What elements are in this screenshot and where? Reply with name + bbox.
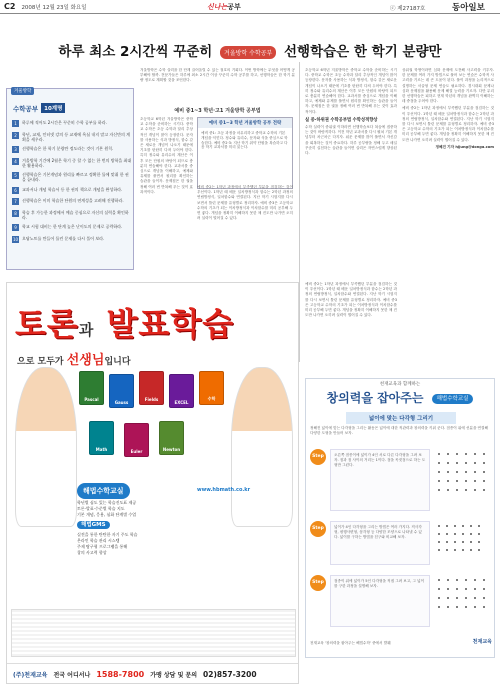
step-1-body: 오른쪽 점종이에 넓이가 4인 서로 다른 다각형을 그려 보자. 점과 점 사이의 거리는 1이다. 점을 꼭짓점으로 하는 도형만 그린다.: [330, 449, 430, 511]
brand-line: 기본 개념, 응용, 심화 단계별 수업: [77, 512, 137, 517]
step-3-label: Step 3: [310, 575, 326, 591]
book-cover: Euler: [124, 423, 149, 457]
gms-line: 실전을 통한 탄탄한 자기 주도 학습: [77, 532, 138, 537]
book-cover: Gauss: [109, 374, 134, 408]
ad-title-b: 과: [78, 321, 95, 339]
program-info: [67, 483, 237, 587]
ten-rules-box: [6, 88, 134, 270]
list-item: [12, 158, 132, 168]
list-item-text: 학습 후 가능한 과정에서 예습 중심으로 자신의 실력을 확인하라.: [22, 209, 129, 220]
gms-badge: 해법GMS: [77, 521, 110, 529]
list-item-text: 학교 시험 대비는 한 단계 높은 난이도의 문제로 공략하라.: [22, 224, 123, 229]
list-item-number: 5: [12, 172, 19, 179]
creativity-title-tag: 해법수학교실: [432, 394, 474, 404]
list-item-text: 선행학습은 이미 학습한 단원의 연계성을 고려해 진행하라.: [22, 198, 124, 203]
strategy-table-title: 예비 중1~3 학년 겨울방학 공부 전략: [198, 118, 292, 128]
list-item-number: 4: [12, 158, 19, 165]
article-col-3-text: 초등학교 6학년 겨울방학은 중학교 수학을 준비하는 시기다. 중학교 수학은 초등 수학과 달리 추상적인 개념이 많이 등장한다. 문자를 사용하는 식과 방정식, 함수 같은 새로운 개념이 나오기 때문에 기초를 탄탄히 다져 두어야 한다. 특히 정수와 유리수의 계산은 이후 모든 단원의 바탕이 되므로 충분히 연습해야 한다. 교과서를 중심으로 개념을 이해하고, 예제와 유제를 풀면서 원리를 확인하는 습관을 들이자. 문제집은 한 권을 정해 여러 번 반복해 푸는 것이 효과적이다.: [305, 68, 397, 114]
strategy-table-body: 예비 중1: 초등 과정을 마무리하고 중학교 수학의 기본 개념을 익힌다. 정수와 유리수, 문자와 식을 중심으로 학습한다. 예비 중2·3: 지난 학기 취약 단원을 복습하고 다음 학기 교과서를 미리 읽는다.: [201, 131, 288, 150]
list-item-text: 겨울방학 기간에 2월은 학기 중 할 수 없는 한 번의 방학을 최대한 활용하라.: [22, 157, 132, 168]
list-item: [12, 236, 132, 243]
ad-subtitle: [17, 349, 131, 368]
article-col-1-text: 초등학교 6학년 겨울방학은 중학교 수학을 준비하는 시기다. 중학교 수학은 초등 수학과 달리 추상적인 개념이 많이 등장한다. 문자를 사용하는 식과 방정식, 함수 같은 새로운 개념이 나오기 때문에 기초를 탄탄히 다져 두어야 한다. 특히 정수와 유리수의 계산은 이후 모든 단원의 바탕이 되므로 충분히 연습해야 한다. 교과서를 중심으로 개념을 이해하고, 예제와 유제를 풀면서 원리를 확인하는 습관을 들이자. 문제집은 한 권을 정해 여러 번 반복해 푸는 것이 효과적이다.: [140, 117, 193, 194]
ad-title-c: 발표학습: [106, 305, 235, 343]
page-number: C2: [4, 2, 16, 11]
creativity-intro: 정해진 넓이에 맞는 다각형을 그리는 활동은 넓이에 대한 직관력과 창의력을 키워 준다. 점종이 위에 선분을 연결해 다양한 도형을 만들어 보자.: [310, 426, 488, 435]
rules-title-num: 10계명: [41, 103, 65, 113]
ad-sub-b: 선생님: [66, 353, 105, 368]
list-item-text: 교과서나 개념 학습서 등 한 권의 책으로 개념을 완성하라.: [22, 186, 123, 192]
ad-url[interactable]: www.hbmath.co.kr: [197, 487, 251, 493]
list-item-text: 선행학습은 기본개념과 원리를 빠르고 정확한 틀에 맞춰 한 권을 끝내라.: [22, 172, 129, 182]
book-cover: Newton: [159, 421, 184, 455]
list-item-number: 10: [12, 236, 19, 242]
article-intro: [140, 68, 295, 104]
publisher-logo: 천재교육: [472, 639, 492, 645]
list-item-number: 3: [12, 146, 19, 153]
gms-line: 주제 탐구형 프로그램을 통해: [77, 544, 128, 549]
article-col-4-text: 상위권 학생이라면 심화 문제에 도전해 사고력을 키우자. 한 문제를 여러 가지 방법으로 풀어 보는 연습은 수학적 사고력을 기르는 데 큰 도움이 된다. 풀이 과정을 논리적으로 설명하는 서술형 문제 연습도 필요하다. 경시대회 문제나 심화 문제집을 활용해 문제 해결 능력을 기르자. 다만 무리한 선행학습은 피하고 현재 학년의 개념을 완벽히 이해하는 데 중점을 두어야 한다.: [402, 68, 494, 104]
list-item-number: 1: [12, 120, 19, 127]
list-item-number: 7: [12, 198, 19, 205]
creativity-footer: [310, 641, 492, 646]
section-name: 공부: [227, 3, 241, 11]
article-section-title: 예비 중1~3 학년·고1 겨울방학 공부법: [174, 108, 261, 114]
book-cover: 수학: [199, 371, 224, 405]
gms-line: 온라인 학습 관리 시스템: [77, 538, 120, 543]
step-3: [310, 575, 492, 631]
list-item: [12, 187, 132, 194]
step-3-body: 점종이 위에 넓이가 5인 다각형을 직접 그려 보고, 그 넓이를 구한 과정을 설명해 보자.: [330, 575, 430, 627]
ad-footer-call: 전국 어디서나: [53, 672, 91, 679]
book-cover: Fields: [139, 371, 164, 405]
article-intro-text: 겨울방학은 수학 실력을 한 단계 끌어올릴 수 있는 절호의 기회다. 이번 방학에는 무엇을 어떻게 공부해야 할까. 전문가들은 하루에 최소 2시간 이상 꾸준히 수학 공부를 하고, 선행학습은 한 학기 분량 정도로 계획할 것을 조언한다.: [140, 68, 295, 83]
step-1-label: Step 1: [310, 449, 326, 465]
section-fun: 신나는: [207, 3, 228, 11]
creativity-footer-text: 천재교육 '창의력을 잡아주는 해법수학' 중에서 발췌: [310, 641, 391, 645]
rules-title-text: 수학공부: [13, 104, 39, 113]
article-col-3: [305, 68, 397, 280]
brand-badge: 해법수학교실: [77, 483, 130, 499]
child-photo-right: [231, 367, 293, 527]
headline-before: 하루 최소 2시간씩 꾸준히: [58, 44, 213, 60]
strategy-table: [197, 117, 293, 189]
issue-date: 2008년 12월 23일 화요일: [21, 4, 87, 11]
creativity-box: [305, 378, 495, 658]
book-stack: [79, 371, 229, 473]
issue-number: ⓒ 제27187호: [390, 6, 426, 12]
book-cover: Math: [89, 421, 114, 455]
list-item-number: 6: [12, 187, 19, 194]
article-col-5-text: 예비 중2는 1학년 과정에서 부족했던 부분을 점검하는 것이 우선이다. 1학년 때 배운 일차방정식과 함수는 2학년 과정의 연립방정식, 일차함수와 연결된다. 지난 학기 시험지를 다시 보면서 틀린 문제를 유형별로 정리하자. 예비 중3은 고등학교 수학의 기초가 되는 이차방정식과 이차함수를 미리 공부해 두면 좋다. 개념을 정확히 이해하지 못한 채 진도만 나가면 오히려 실력이 떨어질 수 있다.: [305, 282, 397, 318]
article-col-2: [197, 185, 293, 277]
brand-lines: [77, 500, 137, 556]
list-item-number: 8: [12, 210, 19, 217]
rules-list: [12, 120, 132, 247]
ad-footer-tel2: 02)857-3200: [203, 670, 257, 679]
brand-line: 학년별 심도 있는 학습진도표 제공: [77, 500, 137, 505]
step-2-body: 넓이가 4인 다각형을 그리는 방법은 여러 가지다. 직사각형, 평행사변형, 삼각형 등 다양한 모양으로 나타낼 수 있다. 넓이를 구하는 방법을 친구와 비교해 보자.: [330, 521, 430, 565]
page-header: [0, 0, 500, 14]
dot-grid: [438, 453, 485, 491]
ad-footer-tel: 1588-7800: [96, 670, 145, 679]
headline-after: 선행학습은 한 학기 분량만: [284, 44, 442, 60]
ad-title-a: 토론: [15, 305, 79, 343]
list-item: [12, 198, 132, 205]
list-item: [12, 120, 132, 127]
newspaper-logo: 동아일보: [452, 3, 485, 13]
ad-footer: [7, 663, 299, 684]
advertisement: [6, 282, 299, 684]
list-item-text: 선행학습은 한 학기 분량만 정도라는 것이 기본 원칙.: [22, 146, 114, 151]
ad-footer-consult: 가맹 상담 및 문의: [150, 672, 198, 679]
step-1: [310, 449, 492, 515]
article-col-1: [140, 117, 193, 277]
rules-title: [13, 103, 65, 113]
creativity-subtitle: 넓이에 맞는 다각형 그리기: [346, 412, 456, 424]
column-divider: [299, 62, 300, 362]
ad-sub-c: 입니다: [104, 357, 131, 367]
ad-title: [15, 299, 234, 345]
gms-line: 창의 사고력 향상: [77, 550, 107, 555]
list-item: [12, 172, 132, 182]
article-col-4: [402, 68, 494, 358]
book-cover: EXCEL: [169, 374, 194, 408]
ad-sub-a: 으로 모두가: [17, 357, 64, 367]
list-item: [12, 210, 132, 220]
article-col-2-text: 예비 중2는 1학년 과정에서 부족했던 부분을 점검하는 것이 우선이다. 1학년 때 배운 일차방정식과 함수는 2학년 과정의 연립방정식, 일차함수와 연결된다. 지난 학기 시험지를 다시 보면서 틀린 문제를 유형별로 정리하자. 예비 중3은 고등학교 수학의 기초가 되는 이차방정식과 이차함수를 미리 공부해 두면 좋다. 개념을 정확히 이해하지 못한 채 진도만 나가면 오히려 실력이 떨어질 수 있다.: [197, 185, 293, 221]
headline: [0, 40, 500, 60]
dot-grid: [438, 579, 485, 608]
section-title: [207, 2, 241, 12]
creativity-pre: 천재교육과 함께하는: [379, 382, 421, 387]
article-col-4-more: 예비 중2는 1학년 과정에서 부족했던 부분을 점검하는 것이 우선이다. 1학년 때 배운 일차방정식과 함수는 2학년 과정의 연립방정식, 일차함수와 연결된다. 지난 학기 시험지를 다시 보면서 틀린 문제를 유형별로 정리하자. 예비 중3은 고등학교 수학의 기초가 되는 이차방정식과 이차함수를 미리 공부해 두면 좋다. 개념을 정확히 이해하지 못한 채 진도만 나가면 오히려 실력이 떨어질 수 있다.: [402, 106, 494, 142]
step-2: [310, 521, 492, 569]
dot-grid: [438, 525, 480, 551]
branch-listing: [11, 609, 296, 657]
rules-tag: 겨울방학: [11, 87, 34, 95]
list-item-text: 하루에 적어도 2시간은 꾸준히 수학 공부를 하라.: [22, 120, 107, 125]
article-col-3-body: 수학 실력이 중위권 이하라면 선행학습보다 복습에 집중하는 것이 바람직하다. 이전 학년 교과서를 다시 펼쳐 기본 개념부터 차근차근 다지자. 쉬운 문제를 많이 풀면서 자신감을 회복하는 것이 중요하다. 하루 공부량을 정해 두고 매일 꾸준히 실천하는 습관을 들이면 실력은 자연스럽게 향상된다.: [305, 125, 397, 156]
list-item: [12, 146, 132, 153]
list-item: [12, 132, 132, 142]
creativity-title: [306, 381, 494, 406]
creativity-title-main: 창의력을 잡아주는: [326, 391, 424, 405]
byline: 정혜진 기자 hjjung@donga.com: [435, 144, 494, 149]
article-subhead: 실 중·하위권 수학공부법 수학성적향상: [305, 117, 378, 123]
list-item-text: 학년, 교재, 인터넷 강의 등 교재에 욕심 내지 말고 자신만의 계획을 세우라.: [22, 131, 130, 142]
headline-badge: 겨울방학 수학공부: [220, 46, 276, 59]
list-item-text: 오답노트를 만들어 틀린 문제를 다시 풀어 보라.: [22, 235, 105, 241]
list-item: [12, 224, 132, 231]
list-item-number: 9: [12, 224, 19, 231]
article-col-5: [305, 282, 397, 362]
step-2-label: Step 2: [310, 521, 326, 537]
list-item-number: 2: [12, 132, 19, 139]
book-cover: Pascal: [79, 371, 104, 405]
ad-footer-logo: (주)천재교육: [13, 672, 48, 679]
brand-line: 토론·발표·수준별 학습 지도: [77, 506, 125, 511]
